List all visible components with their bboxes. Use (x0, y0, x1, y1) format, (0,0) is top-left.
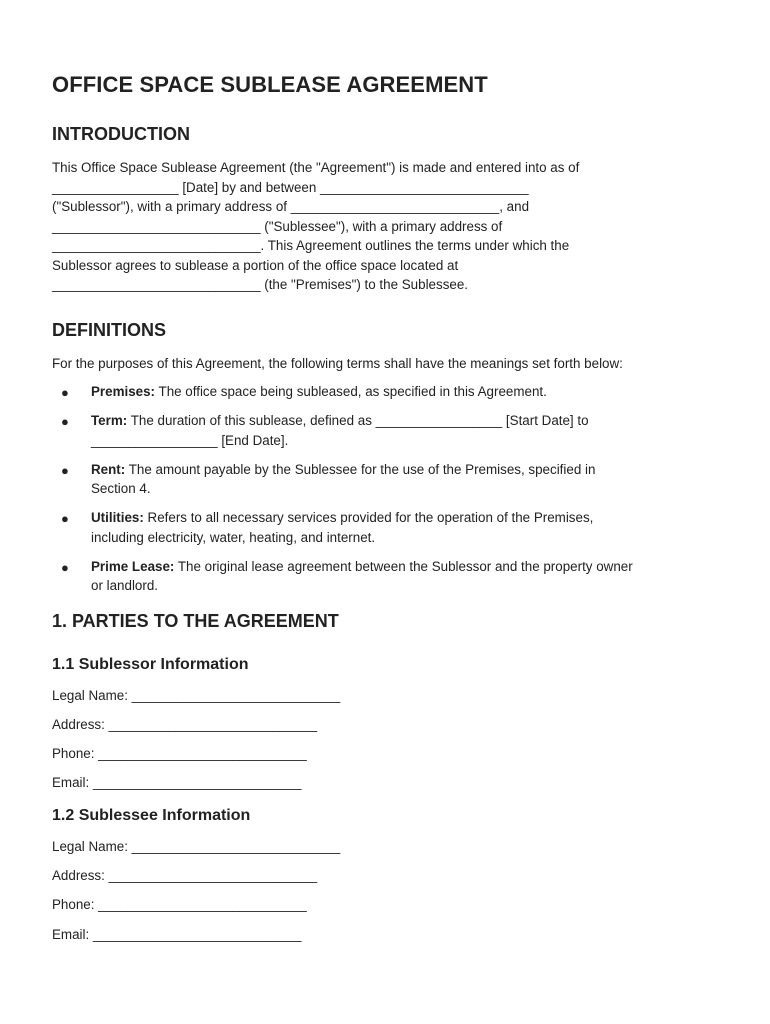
list-item (52, 508, 722, 547)
parties-heading: 1. PARTIES TO THE AGREEMENT (52, 610, 339, 631)
email-field[interactable]: Email: ____________________________ (52, 926, 302, 942)
definition-text: The amount payable by the Sublessee for the use of the Premises, specified in (125, 461, 596, 477)
introduction-heading: INTRODUCTION (52, 124, 190, 144)
introduction-paragraph (52, 158, 722, 295)
email-field[interactable]: Email: ____________________________ (52, 775, 302, 791)
definition-text: or landlord. (91, 578, 158, 594)
definition-text: The original lease agreement between the Sublessor and the property owner (174, 558, 633, 574)
intro-line: This Office Space Sublease Agreement (the "Agreement") is made and entered into as of (52, 160, 580, 175)
sublessor-fields (52, 686, 722, 793)
definition-text: _________________ [End Date]. (91, 432, 289, 448)
definition-text: The office space being subleased, as specified in this Agreement. (155, 384, 547, 399)
list-item (52, 460, 722, 499)
list-item (52, 557, 722, 596)
definitions-list (52, 382, 722, 596)
phone-field[interactable]: Phone: ____________________________ (52, 746, 307, 762)
address-field[interactable]: Address: ____________________________ (52, 868, 318, 884)
sublessee-info-heading: 1.2 Sublessee Information (52, 806, 251, 824)
definition-text: Refers to all necessary services provided for the operation of the Premises, (143, 510, 594, 526)
bullet-icon: ● (61, 511, 69, 527)
intro-line: ____________________________. This Agreement outlines the terms under which the (52, 238, 570, 253)
definition-text: including electricity, water, heating, and internet. (91, 529, 376, 545)
sublessor-info-heading: 1.1 Sublessor Information (52, 655, 249, 673)
list-item (52, 411, 722, 450)
intro-line: Sublessor agrees to sublease a portion of the office space located at (52, 257, 459, 273)
definitions-lead: For the purposes of this Agreement, the following terms shall have the meanings set forth below: (52, 355, 623, 371)
list-item (52, 382, 722, 402)
legal-name-field[interactable]: Legal Name: ____________________________ (52, 838, 341, 854)
intro-line: _________________ [Date] by and between ____________________________ (52, 179, 529, 195)
bullet-icon: ● (61, 462, 69, 478)
bullet-icon: ● (61, 414, 69, 430)
definition-term: Premises: (91, 384, 156, 399)
definition-term: Rent: (91, 461, 126, 477)
intro-line: ("Sublessor"), with a primary address of ____________________________, and (52, 199, 530, 214)
definition-term: Utilities: (91, 510, 144, 526)
definition-term: Prime Lease: (91, 558, 175, 574)
definition-term: Term: (91, 413, 128, 429)
sublessee-fields (52, 837, 722, 944)
address-field[interactable]: Address: ____________________________ (52, 717, 318, 733)
document-title: OFFICE SPACE SUBLEASE AGREEMENT (52, 72, 488, 97)
legal-name-field[interactable]: Legal Name: ____________________________ (52, 687, 341, 703)
bullet-icon: ● (61, 559, 69, 575)
intro-line: ____________________________ ("Sublessee"), with a primary address of (52, 218, 503, 234)
bullet-icon: ● (61, 385, 69, 400)
definitions-heading: DEFINITIONS (52, 319, 167, 340)
definition-text: The duration of this sublease, defined as _________________ [Start Date] to (127, 413, 589, 429)
intro-line: ____________________________ (the "Premises") to the Sublessee. (52, 277, 469, 292)
document-page (52, 70, 722, 954)
phone-field[interactable]: Phone: ____________________________ (52, 897, 307, 913)
definition-text: Section 4. (91, 481, 151, 497)
